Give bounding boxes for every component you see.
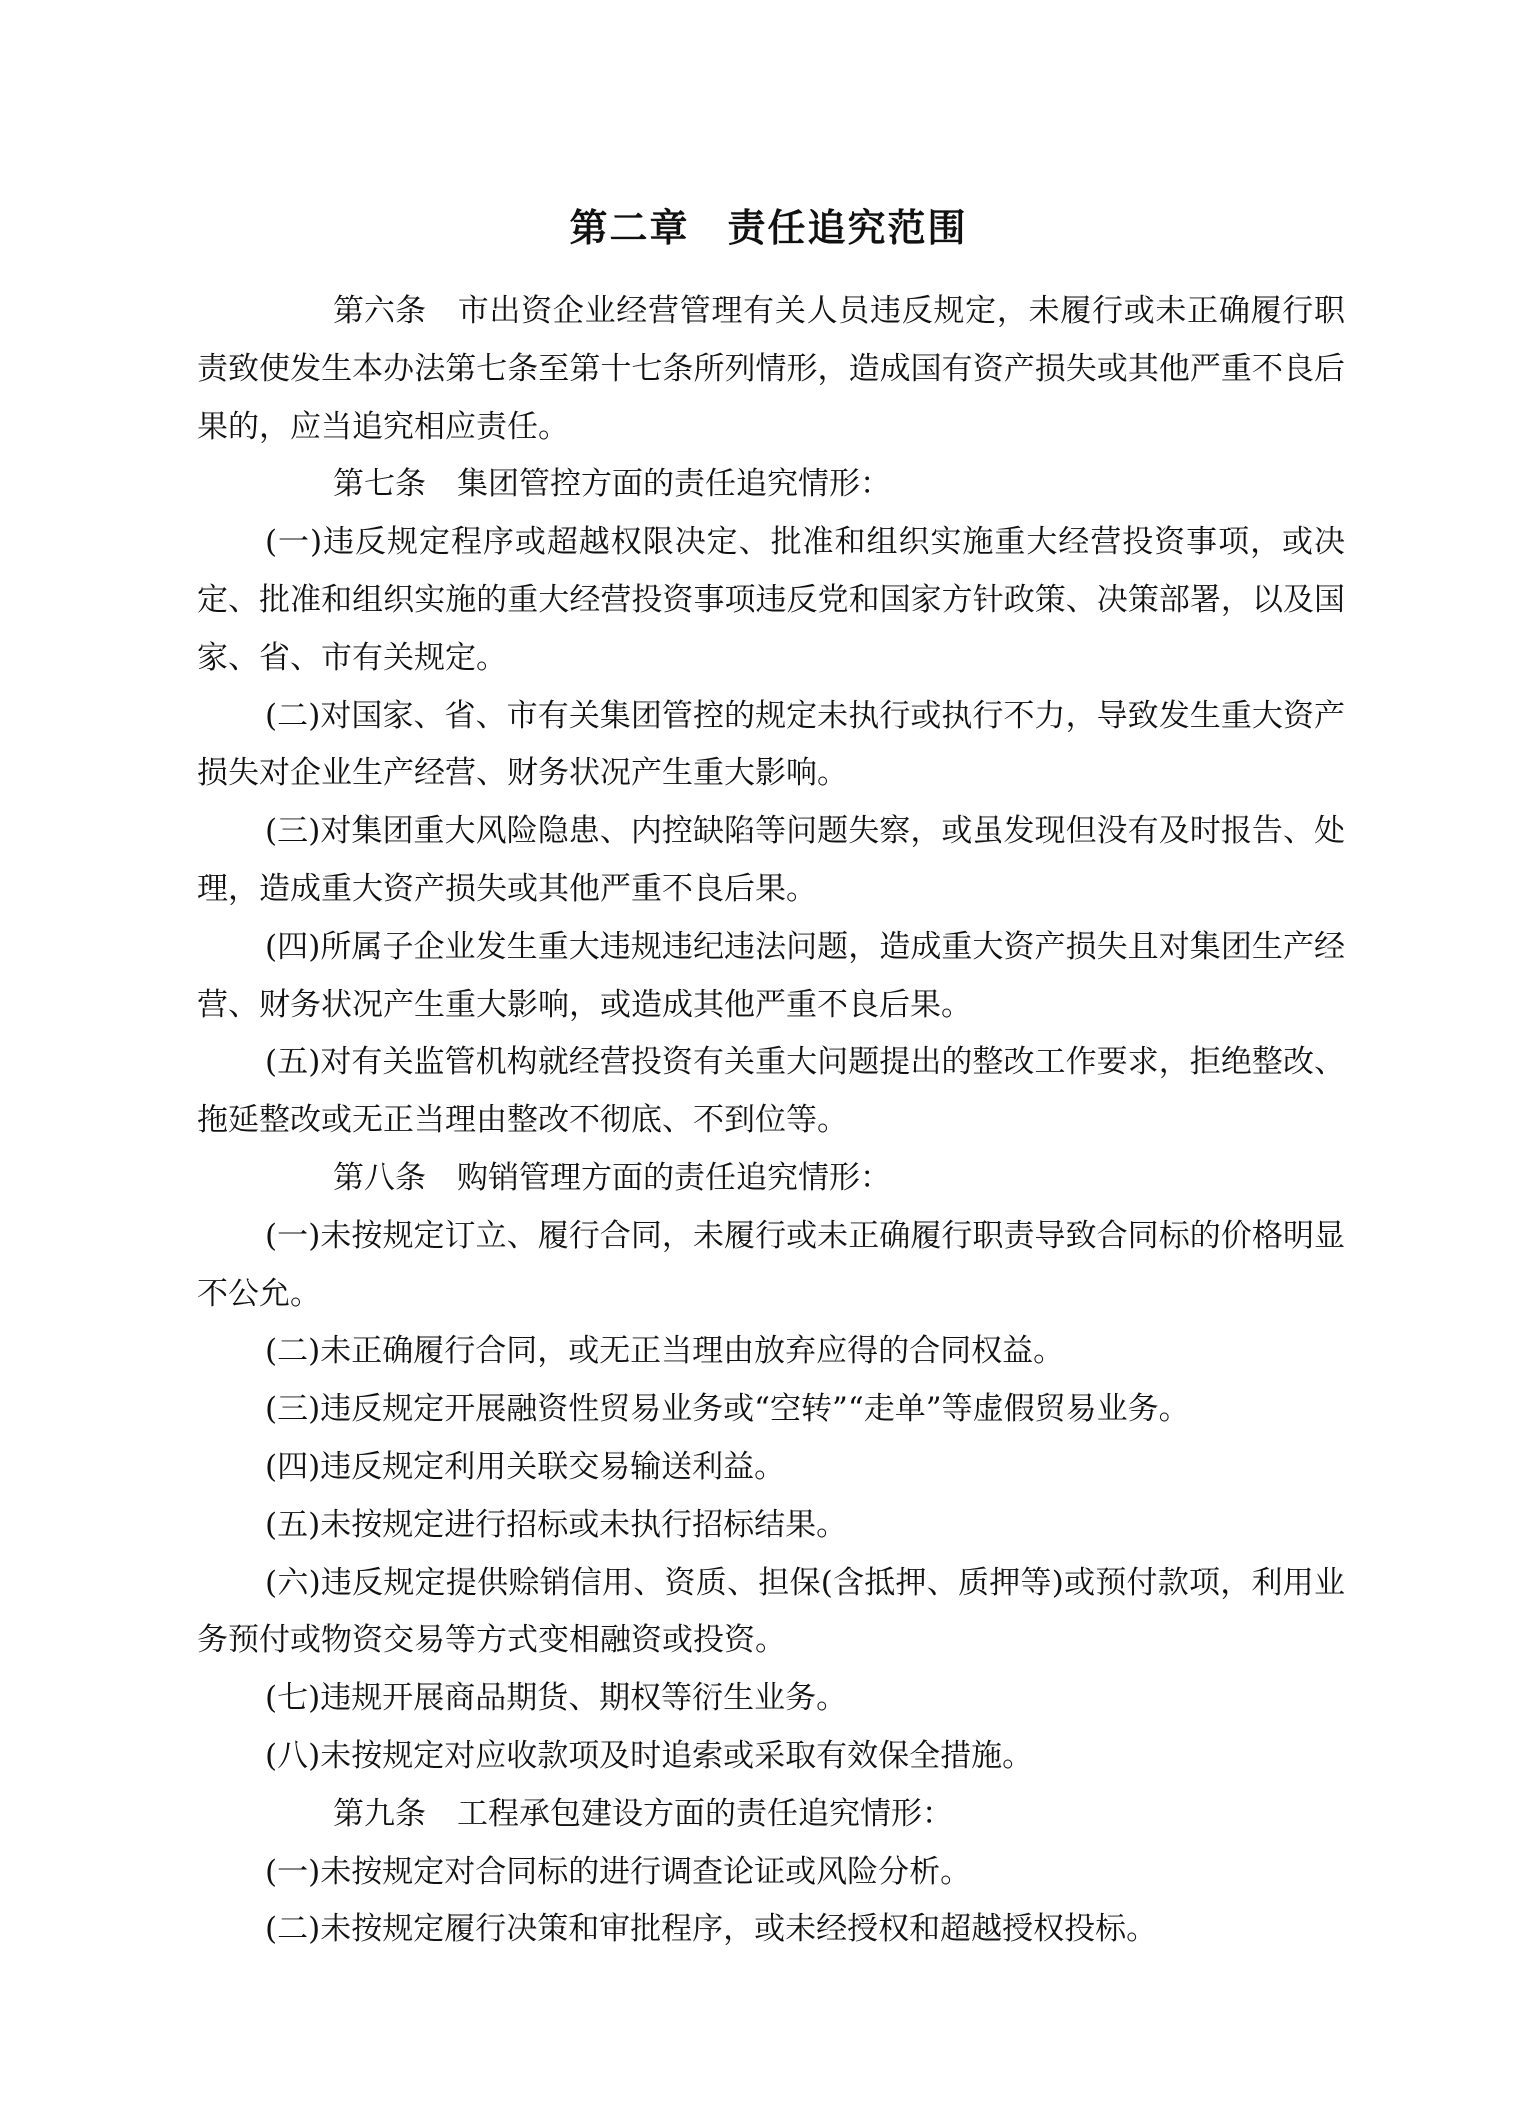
clause-paragraph <box>197 1381 1345 1439</box>
article-8-paragraph <box>197 1150 1345 1208</box>
article-text: 市出资企业经营管理有关人员违反规定，未履行或未正确履行职责致使发生本办法第七条至第十七条所列情形，造成国有资产损失或其他严重不良后果的，应当追究相应责任。 <box>197 293 1345 445</box>
clause-text: (三)违反规定开展融资性贸易业务或“空转”“走单”等虚假贸易业务。 <box>265 1391 1190 1428</box>
clause-paragraph <box>197 1728 1345 1786</box>
clause-text: (四)违反规定利用关联交易输送利益。 <box>265 1448 786 1485</box>
article-text: 集团管控方面的责任追究情形： <box>457 466 891 503</box>
clause-paragraph <box>197 803 1345 919</box>
article-7-paragraph <box>197 456 1345 514</box>
chapter-number: 第二章 <box>569 206 690 250</box>
chapter-title <box>0 200 1537 256</box>
clause-paragraph <box>197 514 1345 687</box>
clause-text: (五)对有关监管机构就经营投资有关重大问题提出的整改工作要求，拒绝整改、拖延整改或无正当理由整改不彻底、不到位等。 <box>197 1044 1345 1139</box>
article-text: 购销管理方面的责任追究情形： <box>457 1159 891 1196</box>
chapter-body <box>197 283 1345 1959</box>
clause-text: (三)对集团重大风险隐患、内控缺陷等问题失察，或虽发现但没有及时报告、处理，造成重大资产损失或其他严重不良后果。 <box>197 813 1345 907</box>
clause-text: (四)所属子企业发生重大违规违纪违法问题，造成重大资产损失且对集团生产经营、财务状况产生重大影响，或造成其他严重不良后果。 <box>197 928 1345 1023</box>
article-6-paragraph <box>197 283 1345 456</box>
clause-paragraph <box>197 1497 1345 1555</box>
clause-paragraph <box>197 1034 1345 1150</box>
chapter-name: 责任追究范围 <box>727 206 968 250</box>
clause-paragraph <box>197 1323 1345 1381</box>
clause-paragraph <box>197 1844 1345 1902</box>
article-label: 第六条 <box>333 293 426 329</box>
clause-text: (二)对国家、省、市有关集团管控的规定未执行或执行不力，导致发生重大资产损失对企业生产经营、财务状况产生重大影响。 <box>197 697 1345 792</box>
clause-paragraph <box>197 1670 1345 1728</box>
clause-paragraph <box>197 919 1345 1035</box>
clause-text: (一)未按规定订立、履行合同，未履行或未正确履行职责导致合同标的价格明显不公允。 <box>197 1217 1345 1312</box>
clause-paragraph <box>197 1901 1345 1959</box>
article-label: 第八条 <box>333 1159 426 1196</box>
article-label: 第九条 <box>333 1795 426 1832</box>
clause-text: (七)违规开展商品期货、期权等衍生业务。 <box>265 1680 848 1717</box>
article-label: 第七条 <box>333 466 426 503</box>
clause-paragraph <box>197 688 1345 804</box>
article-9-paragraph <box>197 1786 1345 1844</box>
clause-paragraph <box>197 1208 1345 1324</box>
clause-text: (一)未按规定对合同标的进行调查论证或风险分析。 <box>265 1853 972 1890</box>
clause-paragraph <box>197 1439 1345 1497</box>
clause-text: (五)未按规定进行招标或未执行招标结果。 <box>265 1506 848 1543</box>
article-text: 工程承包建设方面的责任追究情形： <box>457 1795 953 1832</box>
clause-text: (一)违反规定程序或超越权限决定、批准和组织实施重大经营投资事项，或决定、批准和组织实施的重大经营投资事项违反党和国家方针政策、决策部署，以及国家、省、市有关规定。 <box>197 524 1345 676</box>
clause-text: (二)未正确履行合同，或无正当理由放弃应得的合同权益。 <box>265 1333 1065 1370</box>
clause-text: (八)未按规定对应收款项及时追索或采取有效保全措施。 <box>265 1737 1034 1774</box>
clause-text: (六)违反规定提供赊销信用、资质、担保(含抵押、质押等)或预付款项，利用业务预付或物资交易等方式变相融资或投资。 <box>197 1564 1345 1659</box>
clause-paragraph <box>197 1555 1345 1671</box>
clause-text: (二)未按规定履行决策和审批程序，或未经授权和超越授权投标。 <box>265 1911 1158 1948</box>
